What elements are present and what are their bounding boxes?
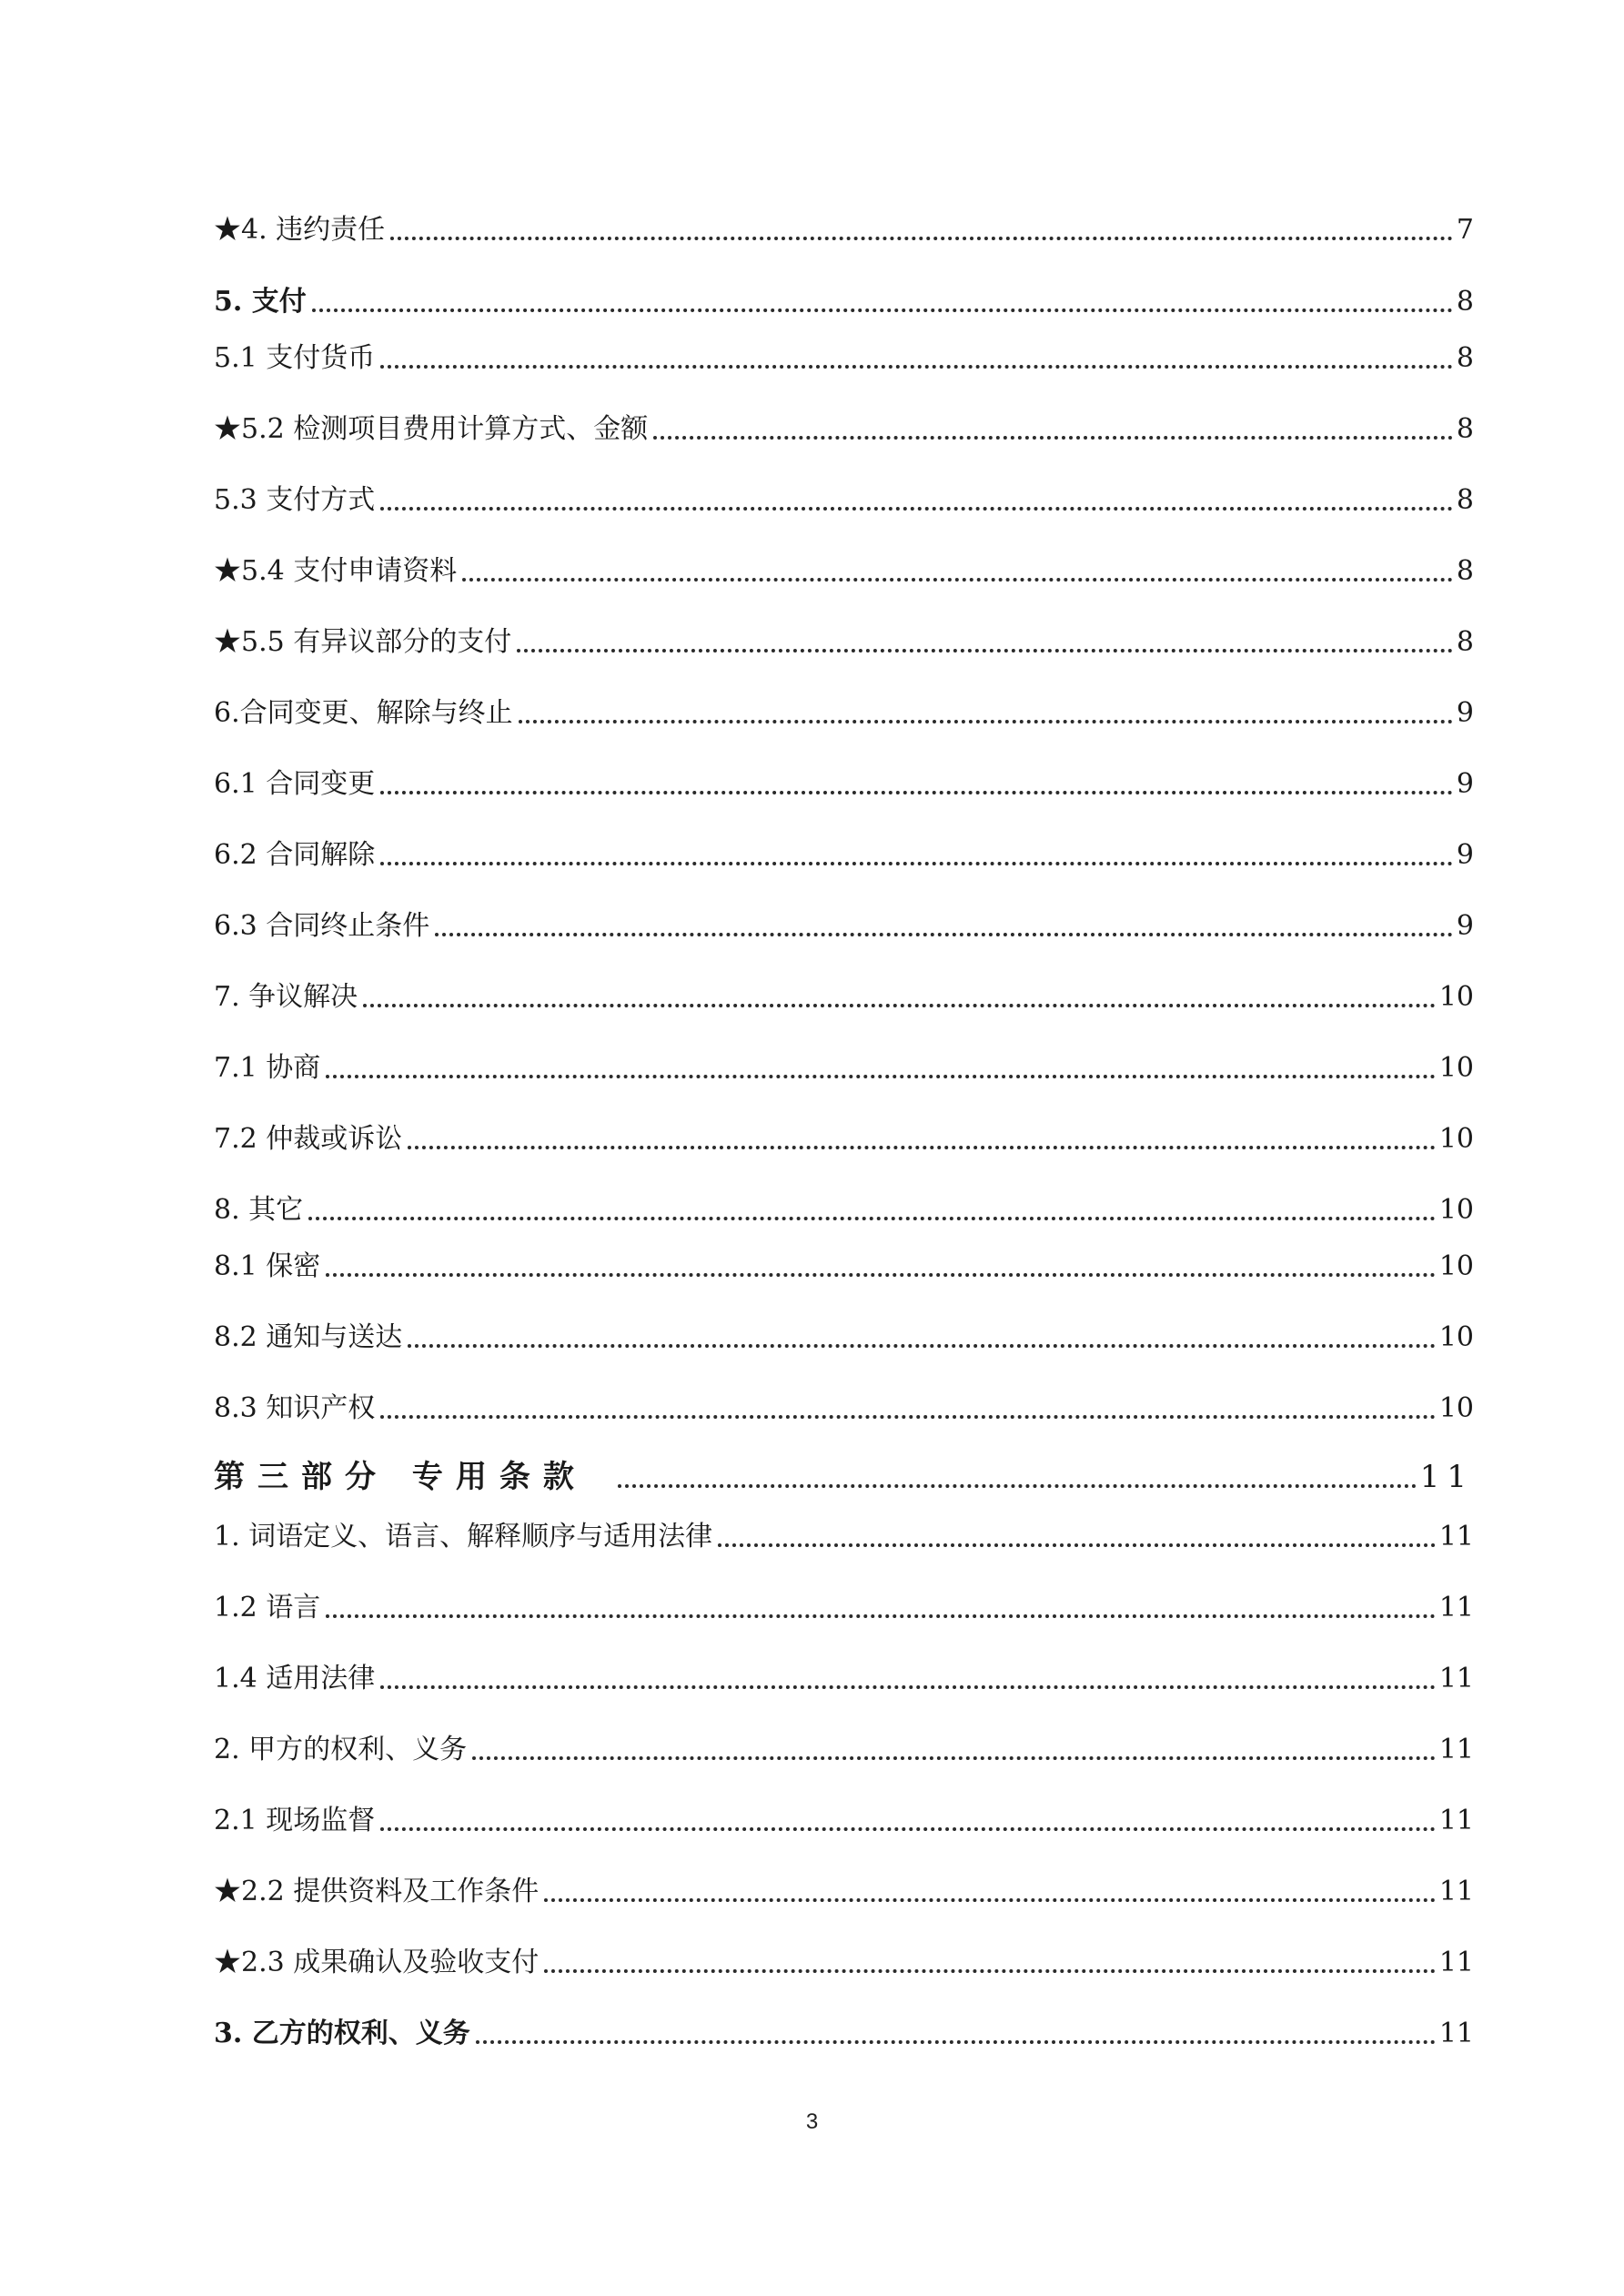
toc-entry[interactable] [214, 764, 1474, 804]
toc-entry-title: 5. 支付 [214, 286, 307, 318]
toc-entry-page: 11 [1438, 1805, 1474, 1836]
toc-entry-title: 7.2 仲裁或诉讼 [214, 1123, 403, 1155]
toc-entry-page: 11 [1438, 2018, 1474, 2049]
toc-dot-leader [380, 791, 1453, 794]
toc-entry[interactable] [214, 1247, 1474, 1287]
toc-entry[interactable] [214, 1190, 1474, 1230]
toc-entry[interactable] [214, 977, 1474, 1017]
toc-dot-leader [380, 365, 1453, 369]
toc-entry-title: 2. 甲方的权利、义务 [214, 1734, 468, 1765]
toc-entry-title: 1.2 语言 [214, 1592, 321, 1623]
toc-entry-page: 10 [1438, 1194, 1474, 1226]
toc-entry-title: 8. 其它 [214, 1194, 304, 1226]
toc-entry-title: ★5.2 检测项目费用计算方式、金额 [214, 413, 649, 445]
toc-dot-leader [476, 2040, 1436, 2044]
toc-entry-title: ★5.4 支付申请资料 [214, 555, 458, 587]
toc-entry[interactable] [214, 2014, 1474, 2054]
toc-entry-page: 11 [1438, 1592, 1474, 1623]
toc-dot-leader [544, 1969, 1436, 1973]
toc-entry-page: 10 [1438, 981, 1474, 1013]
toc-dot-leader [435, 933, 1453, 936]
toc-entry-title: 6.3 合同终止条件 [214, 910, 430, 942]
toc-entry-title: ★2.2 提供资料及工作条件 [214, 1876, 540, 1907]
toc-entry[interactable] [214, 1389, 1474, 1429]
toc-entry[interactable] [214, 1730, 1474, 1770]
toc-entry-title: ★5.5 有异议部分的支付 [214, 626, 512, 658]
toc-entry[interactable] [214, 282, 1474, 322]
toc-entry-page: 10 [1438, 1123, 1474, 1155]
toc-entry-page: 10 [1438, 1052, 1474, 1084]
toc-entry-page: 9 [1456, 697, 1474, 729]
toc-entry[interactable] [214, 1318, 1474, 1358]
toc-entry-title: 6.2 合同解除 [214, 839, 376, 871]
toc-entry-page: 11 [1419, 1459, 1474, 1495]
toc-entry-title: 第三部分 专用条款 [214, 1459, 587, 1495]
toc-entry-title: ★4. 违约责任 [214, 214, 386, 246]
toc-entry[interactable] [214, 835, 1474, 875]
toc-entry[interactable] [214, 210, 1474, 250]
toc-dot-leader [517, 649, 1453, 652]
toc-dot-leader [308, 1217, 1436, 1220]
toc-dot-leader [544, 1898, 1436, 1902]
toc-entry-page: 11 [1438, 1734, 1474, 1765]
toc-entry-title: 6.1 合同变更 [214, 768, 376, 800]
toc-entry[interactable] [214, 622, 1474, 663]
toc-entry-page: 9 [1456, 839, 1474, 871]
toc-entry-page: 11 [1438, 1876, 1474, 1907]
toc-dot-leader [326, 1614, 1436, 1618]
toc-dot-leader [380, 1685, 1436, 1689]
toc-dot-leader [363, 1004, 1436, 1007]
toc-entry[interactable] [214, 1588, 1474, 1628]
page-number: 3 [805, 2109, 819, 2134]
toc-entry-title: 6.合同变更、解除与终止 [214, 697, 513, 729]
toc-entry-page: 11 [1438, 1521, 1474, 1553]
toc-entry-title: 8.2 通知与送达 [214, 1321, 403, 1353]
toc-dot-leader [653, 436, 1453, 440]
toc-dot-leader [390, 237, 1453, 240]
toc-entry[interactable] [214, 551, 1474, 592]
toc-dot-leader [312, 308, 1453, 312]
toc-entry-page: 8 [1456, 555, 1474, 587]
toc-entry[interactable] [214, 1119, 1474, 1159]
toc-dot-leader [326, 1273, 1436, 1277]
toc-dot-leader [472, 1756, 1436, 1760]
toc-entry-page: 7 [1456, 214, 1474, 246]
toc-entry-page: 11 [1438, 1663, 1474, 1694]
toc-dot-leader [380, 507, 1453, 511]
toc-entry-title: 1. 词语定义、语言、解释顺序与适用法律 [214, 1521, 713, 1553]
toc-entry-page: 11 [1438, 1947, 1474, 1978]
toc-entry[interactable] [214, 1872, 1474, 1912]
toc-entry-title: 7.1 协商 [214, 1052, 321, 1084]
toc-entry-title: 5.1 支付货币 [214, 342, 376, 374]
toc-entry[interactable] [214, 906, 1474, 946]
toc-dot-leader [380, 1415, 1436, 1419]
toc-dot-leader [380, 1827, 1436, 1831]
toc-entry[interactable] [214, 1659, 1474, 1699]
toc-entry[interactable] [214, 1517, 1474, 1557]
toc-entry-page: 8 [1456, 626, 1474, 658]
toc-part-heading[interactable] [214, 1454, 1474, 1500]
toc-entry-page: 10 [1438, 1250, 1474, 1282]
toc-entry-title: 5.3 支付方式 [214, 484, 376, 516]
toc-entry[interactable] [214, 693, 1474, 733]
toc-entry[interactable] [214, 1943, 1474, 1983]
toc-dot-leader [618, 1484, 1417, 1488]
toc-entry-page: 9 [1456, 768, 1474, 800]
toc-entry-page: 8 [1456, 342, 1474, 374]
toc-dot-leader [408, 1146, 1436, 1149]
toc-entry-title: 1.4 适用法律 [214, 1663, 376, 1694]
toc-entry-page: 8 [1456, 286, 1474, 318]
toc-entry-title: 2.1 现场监督 [214, 1805, 376, 1836]
toc-entry[interactable] [214, 1048, 1474, 1088]
toc-entry-title: 3. 乙方的权利、义务 [214, 2018, 470, 2049]
toc-dot-leader [408, 1344, 1436, 1348]
toc-dot-leader [326, 1075, 1436, 1078]
toc-entry-title: 8.1 保密 [214, 1250, 321, 1282]
toc-entry-title: ★2.3 成果确认及验收支付 [214, 1947, 540, 1978]
toc-entry[interactable] [214, 410, 1474, 450]
toc-entry-title: 8.3 知识产权 [214, 1392, 376, 1424]
toc-entry-title: 7. 争议解决 [214, 981, 358, 1013]
toc-entry[interactable] [214, 480, 1474, 521]
toc-entry[interactable] [214, 1801, 1474, 1841]
toc-dot-leader [718, 1543, 1436, 1547]
toc-entry-page: 8 [1456, 484, 1474, 516]
toc-dot-leader [380, 862, 1453, 865]
toc-entry-page: 8 [1456, 413, 1474, 445]
toc-entry-page: 9 [1456, 910, 1474, 942]
toc-entry[interactable] [214, 339, 1474, 379]
toc-dot-leader [519, 720, 1453, 723]
toc-entry-page: 10 [1438, 1321, 1474, 1353]
toc-dot-leader [462, 578, 1453, 582]
toc-entry-page: 10 [1438, 1392, 1474, 1424]
